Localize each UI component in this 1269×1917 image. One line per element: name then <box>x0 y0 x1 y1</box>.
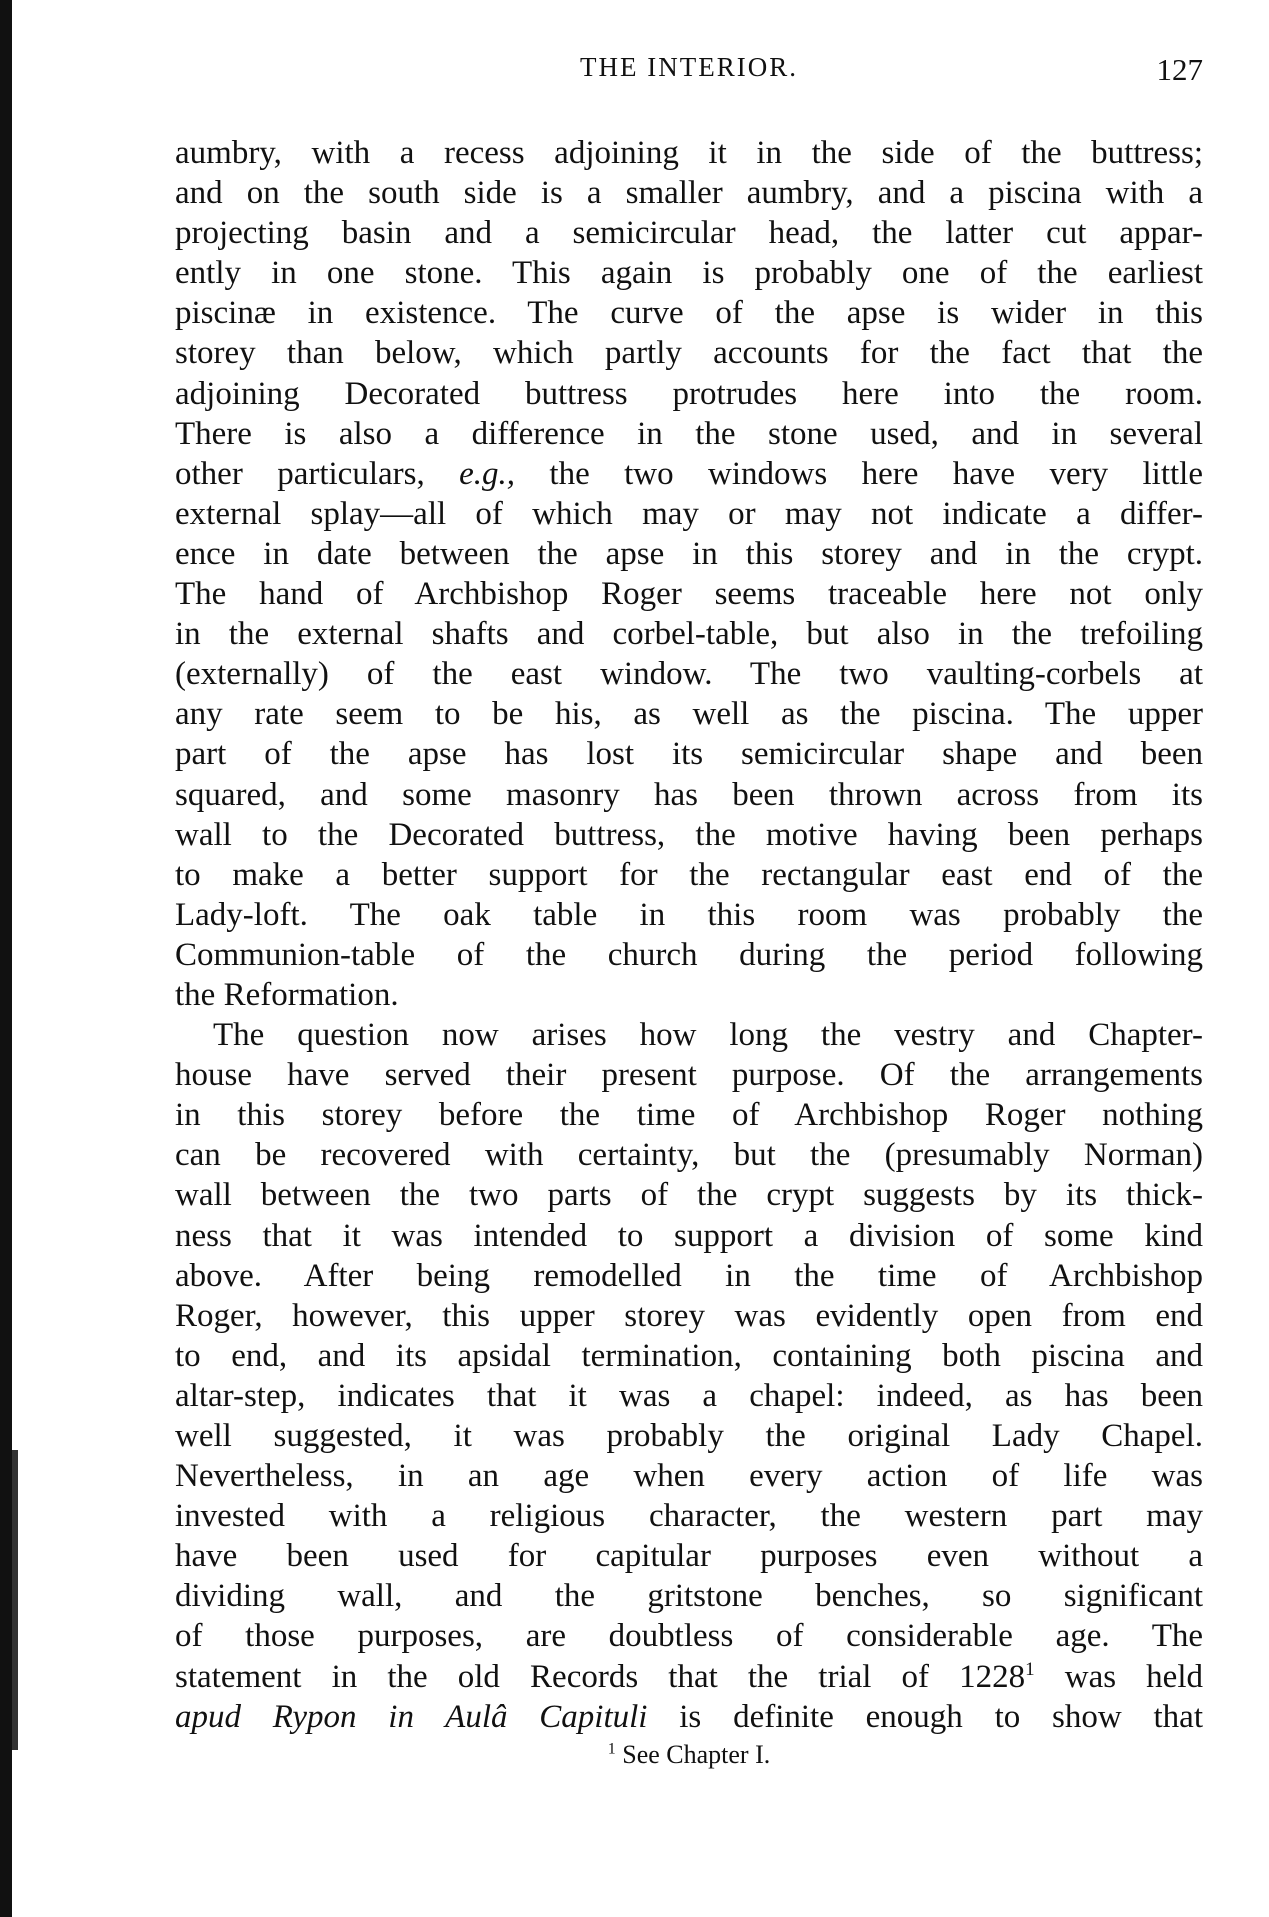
text-segment: dividing wall, and the gritstone benches, so significant <box>175 1578 1203 1615</box>
text-segment: projecting basin and a semicircular head, the latter cut appar- <box>175 215 1203 252</box>
text-segment: altar-step, indicates that it was a chapel: indeed, as has been <box>175 1377 1203 1414</box>
text-line <box>175 694 1203 734</box>
text-line <box>175 975 1203 1015</box>
text-line <box>175 1456 1203 1496</box>
body-text <box>175 133 1203 1737</box>
text-line <box>175 1496 1203 1536</box>
text-line <box>175 654 1203 694</box>
text-segment: was held <box>1034 1658 1203 1695</box>
text-line <box>175 1095 1203 1135</box>
text-segment: aumbry, with a recess adjoining it in the side of the buttress; <box>175 135 1203 171</box>
text-line <box>175 1216 1203 1256</box>
text-segment: adjoining Decorated buttress protrudes here into the room. <box>175 375 1203 412</box>
text-line <box>175 1576 1203 1616</box>
text-segment: squared, and some masonry has been thrown across from its <box>175 776 1203 813</box>
text-line <box>175 895 1203 935</box>
text-line <box>175 1336 1203 1376</box>
text-segment: Communion-table of the church during the period following <box>175 936 1203 973</box>
text-line <box>175 1697 1203 1737</box>
text-segment: external splay—all of which may or may not indicate a differ- <box>175 495 1203 532</box>
text-line <box>175 1616 1203 1656</box>
page-header <box>175 52 1203 92</box>
text-segment: part of the apse has lost its semicircular shape and been <box>175 736 1203 773</box>
text-segment: can be recovered with certainty, but the (presumably Norman) <box>175 1137 1203 1174</box>
text-line <box>175 775 1203 815</box>
text-segment: any rate seem to be his, as well as the piscina. The upper <box>175 696 1203 733</box>
text-segment: (externally) of the east window. The two vaulting-corbels at <box>175 656 1203 693</box>
text-line <box>175 855 1203 895</box>
text-line <box>175 574 1203 614</box>
text-line <box>175 1416 1203 1456</box>
page-binding-shadow <box>12 1450 18 1750</box>
text-line <box>175 253 1203 293</box>
text-segment: The question now arises how long the vestry and Chapter- <box>213 1017 1203 1054</box>
text-segment: to make a better support for the rectangular east end of the <box>175 856 1203 893</box>
text-segment: and on the south side is a smaller aumbry, and a piscina with a <box>175 175 1203 212</box>
text-segment: to end, and its apsidal termination, containing both piscina and <box>175 1337 1203 1374</box>
text-line <box>175 333 1203 373</box>
text-line <box>175 1055 1203 1095</box>
page-number: 127 <box>1156 52 1203 87</box>
text-line <box>175 1175 1203 1215</box>
text-line <box>175 213 1203 253</box>
footnote-marker: 1 <box>607 1740 616 1758</box>
text-segment: ence in date between the apse in this storey and in the crypt. <box>175 535 1203 572</box>
text-line <box>175 173 1203 213</box>
text-segment: ently in one stone. This again is probably one of the earliest <box>175 255 1203 292</box>
text-line <box>175 734 1203 774</box>
text-line <box>175 935 1203 975</box>
page-binding-edge <box>0 0 12 1917</box>
text-segment: storey than below, which partly accounts for the fact that the <box>175 335 1203 372</box>
text-segment: in this storey before the time of Archbishop Roger nothing <box>175 1097 1203 1134</box>
text-line <box>175 1256 1203 1296</box>
text-segment: above. After being remodelled in the time of Archbishop <box>175 1257 1203 1294</box>
text-line <box>175 614 1203 654</box>
text-segment: There is also a difference in the stone used, and in several <box>175 415 1203 452</box>
text-line <box>175 133 1203 173</box>
text-line <box>175 1376 1203 1416</box>
text-segment: Nevertheless, in an age when every action of life was <box>175 1458 1203 1495</box>
text-segment: wall to the Decorated buttress, the motive having been perhaps <box>175 816 1203 853</box>
text-line <box>175 1657 1203 1697</box>
text-segment: of those purposes, are doubtless of considerable age. The <box>175 1618 1203 1655</box>
text-segment: have been used for capitular purposes even without a <box>175 1538 1203 1575</box>
footnote-text: See Chapter I. <box>615 1740 771 1769</box>
text-segment: in the external shafts and corbel-table, but also in the trefoiling <box>175 616 1203 653</box>
text-segment: Roger, however, this upper storey was evidently open from end <box>175 1297 1203 1334</box>
text-segment: wall between the two parts of the crypt suggests by its thick- <box>175 1177 1203 1214</box>
text-line <box>175 454 1203 494</box>
footnote <box>175 1740 1203 1770</box>
text-segment: house have served their present purpose. Of the arrangements <box>175 1057 1203 1094</box>
text-line <box>175 494 1203 534</box>
text-line <box>175 1536 1203 1576</box>
running-title: THE INTERIOR. <box>580 52 798 82</box>
text-segment: well suggested, it was probably the original Lady Chapel. <box>175 1418 1203 1454</box>
text-line <box>175 815 1203 855</box>
text-segment: apud Rypon in Aulâ Capituli <box>175 1698 648 1735</box>
text-segment: the Reformation. <box>175 976 399 1013</box>
text-segment: e.g., <box>459 455 516 492</box>
text-segment: statement in the old Records that the trial of 1228 <box>175 1658 1026 1695</box>
text-segment: the two windows here have very little <box>515 455 1203 492</box>
text-segment: The hand of Archbishop Roger seems traceable here not only <box>175 576 1203 613</box>
text-line <box>175 374 1203 414</box>
text-line <box>175 293 1203 333</box>
text-line <box>175 534 1203 574</box>
text-segment: piscinæ in existence. The curve of the apse is wider in this <box>175 295 1203 332</box>
text-segment: is definite enough to show that <box>647 1698 1203 1735</box>
text-segment: other particulars, <box>175 455 460 492</box>
text-segment: ness that it was intended to support a division of some kind <box>175 1217 1203 1254</box>
text-segment: invested with a religious character, the western part may <box>175 1498 1203 1535</box>
text-line <box>175 1296 1203 1336</box>
text-line <box>175 1015 1203 1055</box>
text-line <box>175 1135 1203 1175</box>
text-segment: Lady-loft. The oak table in this room was probably the <box>175 896 1203 933</box>
text-line <box>175 414 1203 454</box>
footnote-reference: 1 <box>1025 1658 1035 1680</box>
